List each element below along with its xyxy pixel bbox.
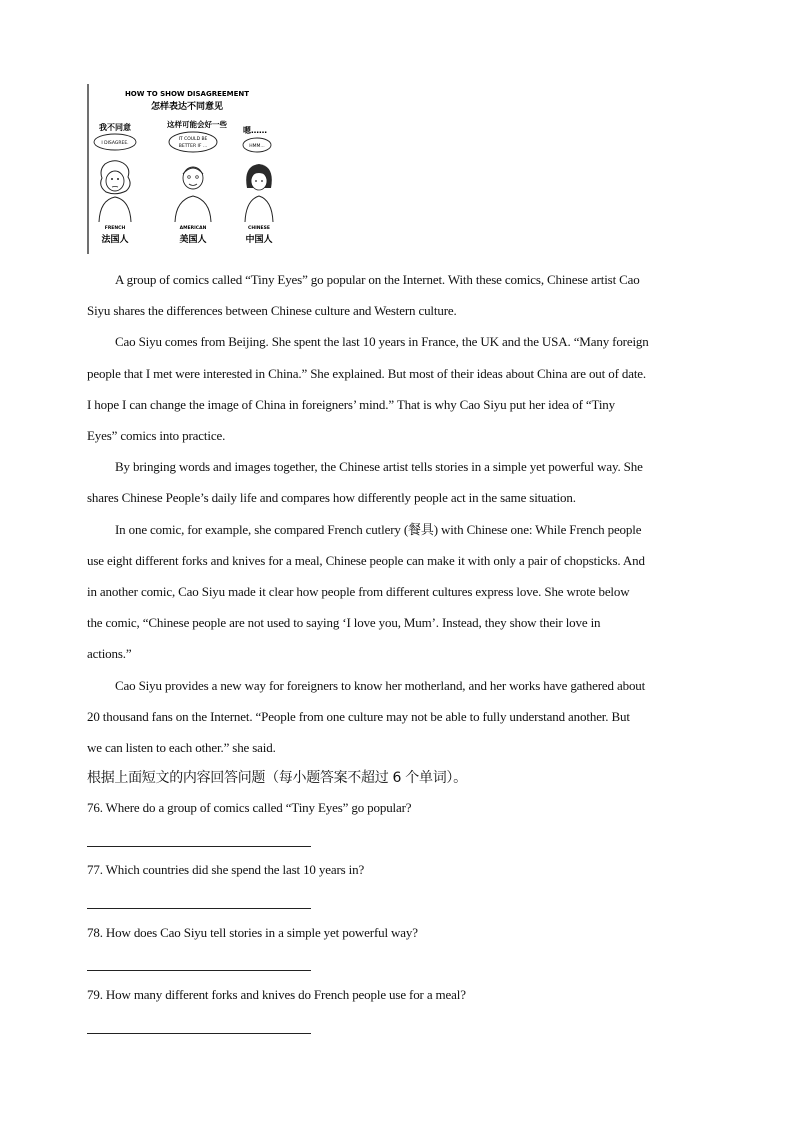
bubble-en-american-1: IT COULD BE	[178, 137, 208, 142]
passage-line: people that I met were interested in China.” She explained. But most of their ideas about China are out of date.	[87, 365, 647, 381]
passage-line: A group of comics called “Tiny Eyes” go popular on the Internet. With these comics, Chinese artist Cao	[115, 272, 640, 287]
passage-line: In one comic, for example, she compared French cutlery (餐具) with Chinese one: While French people	[115, 521, 642, 537]
question-78: 78. How does Cao Siyu tell stories in a simple yet powerful way?	[87, 925, 418, 940]
american-body	[175, 196, 211, 222]
passage-line: Cao Siyu provides a new way for foreigners to know her motherland, and her works have gathered about	[115, 677, 646, 693]
question-79: 79. How many different forks and knives do French people use for a meal?	[87, 987, 466, 1002]
answer-line-78[interactable]	[87, 970, 311, 971]
comic-illustration	[87, 84, 287, 254]
passage-line: shares Chinese People’s daily life and compares how differently people act in the same situation.	[87, 490, 576, 506]
speech-bubble-american	[169, 132, 217, 152]
passage-line: use eight different forks and knives for a meal, Chinese people can make it with only a pair of chopsticks. And	[87, 552, 645, 568]
french-body	[99, 197, 131, 222]
bubble-cn-chinese: 嗯……	[243, 126, 267, 135]
bubble-cn-american: 这样可能会好一些	[167, 120, 227, 129]
chinese-face	[251, 172, 267, 190]
passage-line: 20 thousand fans on the Internet. “People from one culture may not be able to fully understand another. But	[87, 708, 630, 724]
nation-cn-chinese: 中国人	[245, 235, 273, 245]
bubble-cn-french: 我不同意	[99, 123, 131, 132]
passage-line: Cao Siyu comes from Beijing. She spent the last 10 years in France, the UK and the USA. “Many foreign	[115, 334, 649, 350]
chinese-body	[245, 196, 273, 222]
bubble-en-chinese: HMM...	[249, 144, 265, 149]
comic-panel-french	[94, 122, 136, 245]
answer-line-79[interactable]	[87, 1033, 311, 1034]
passage-line: actions.”	[87, 646, 132, 662]
nation-en-french: FRENCH	[104, 226, 126, 231]
passage-line: in another comic, Cao Siyu made it clear how people from different cultures express love. She wrote below	[87, 584, 630, 600]
comic-panel-chinese	[243, 125, 273, 245]
passage-line: By bringing words and images together, the Chinese artist tells stories in a simple yet powerful way. She	[115, 459, 643, 475]
answer-line-76[interactable]	[87, 846, 311, 847]
passage-line: the comic, “Chinese people are not used to saying ‘I love you, Mum’. Instead, they show their love in	[87, 615, 601, 631]
comic-title-en: HOW TO SHOW DISAGREEMENT	[124, 90, 250, 98]
nation-en-american: AMERICAN	[179, 226, 207, 231]
answer-line-77[interactable]	[87, 908, 311, 909]
comic-title-cn: 怎样表达不同意见	[150, 102, 224, 112]
instruction-text: 根据上面短文的内容回答问题（每小题答案不超过 6 个单词）。	[87, 770, 467, 786]
nation-en-chinese: CHINESE	[248, 226, 270, 231]
bubble-en-american-2: BETTER IF ...	[178, 144, 208, 149]
nation-cn-french: 法国人	[101, 235, 129, 245]
passage-line: Siyu shares the differences between Chinese culture and Western culture.	[87, 303, 457, 319]
bubble-en-french: I DISAGREE.	[101, 141, 129, 146]
passage-line: Eyes” comics into practice.	[87, 428, 226, 444]
reading-passage	[87, 264, 709, 763]
question-76: 76. Where do a group of comics called “Tiny Eyes” go popular?	[87, 800, 412, 815]
question-77: 77. Which countries did she spend the last 10 years in?	[87, 862, 365, 877]
nation-cn-american: 美国人	[179, 235, 207, 245]
passage-line: I hope I can change the image of China in foreigners’ mind.” That is why Cao Siyu put her idea of “Tiny	[87, 396, 616, 412]
passage-line: we can listen to each other.” she said.	[87, 740, 276, 756]
french-face	[106, 171, 124, 191]
comic-panel-american	[167, 119, 227, 245]
